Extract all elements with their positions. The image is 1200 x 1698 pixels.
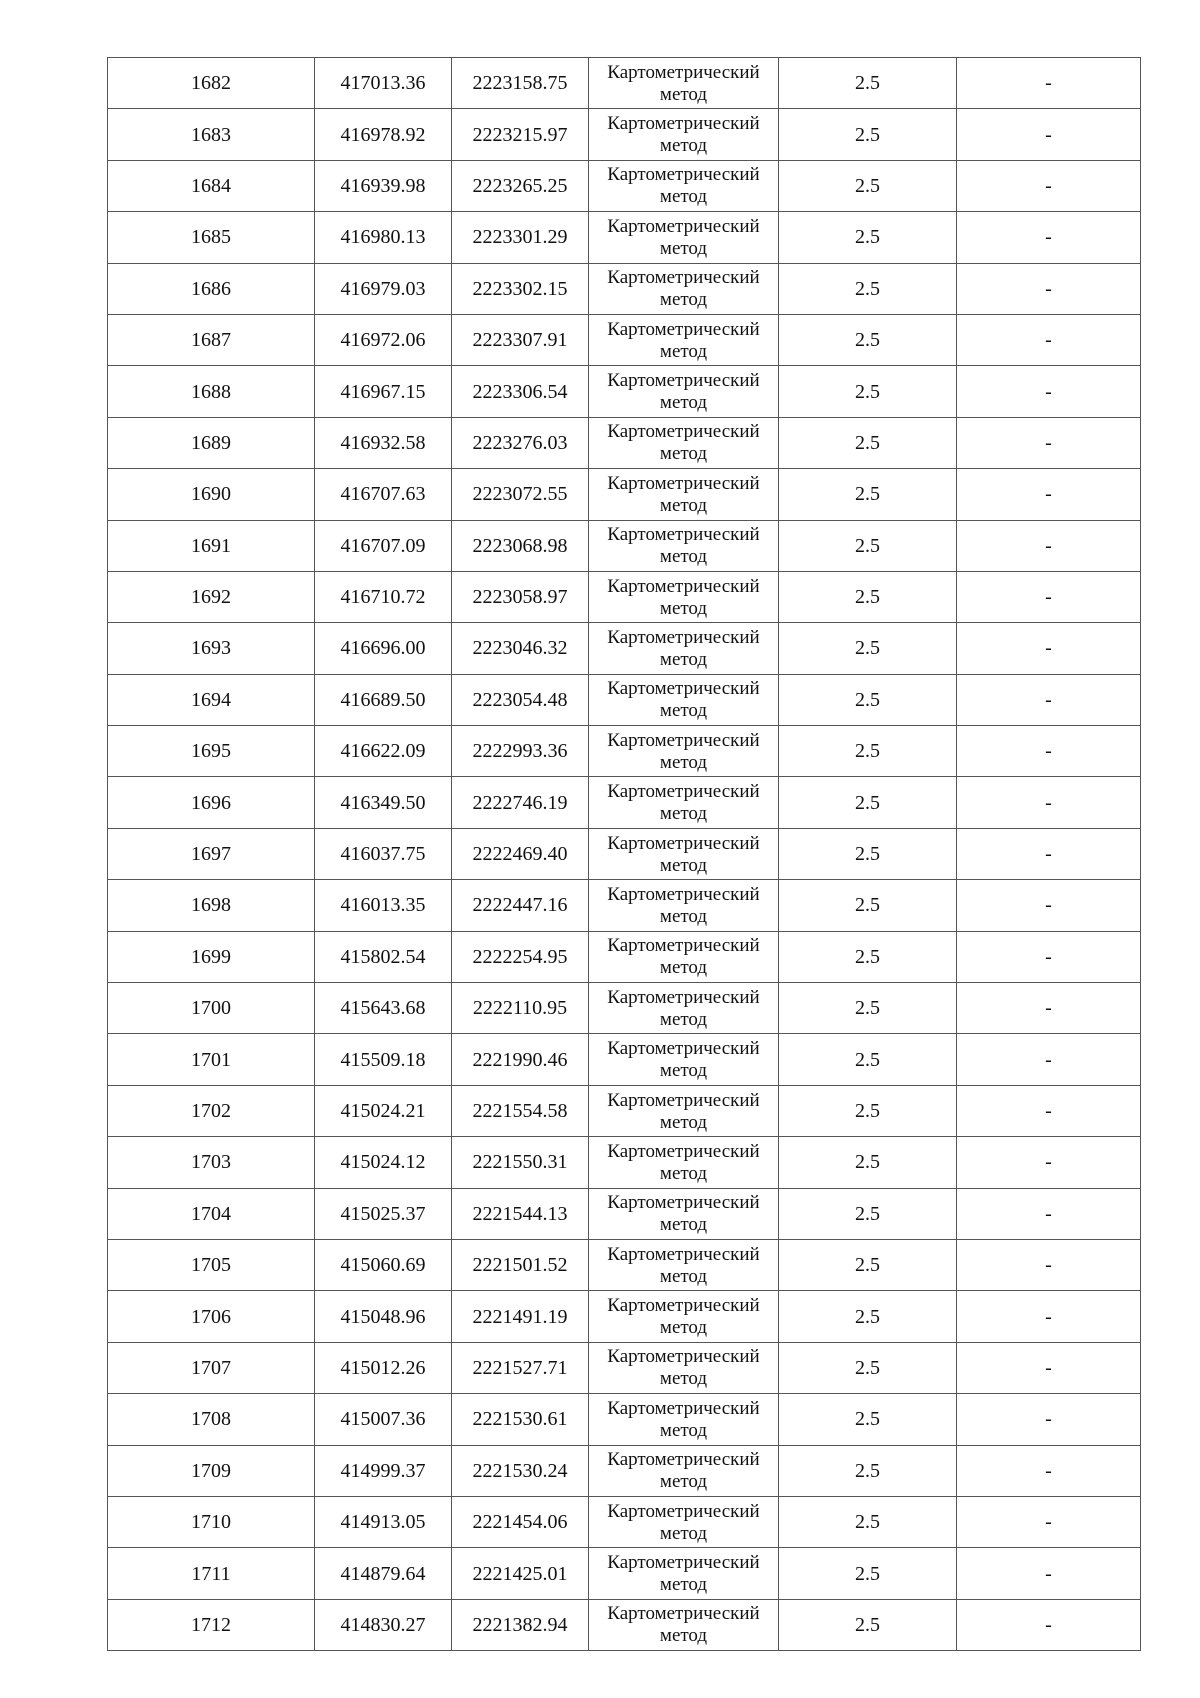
method-cell: [589, 1496, 779, 1547]
method-text-line1: Картометрический: [607, 781, 760, 803]
note-cell: -: [957, 674, 1141, 725]
y-coordinate-cell: 2222993.36: [452, 726, 589, 777]
x-coordinate-cell: 416689.50: [315, 674, 452, 725]
method-text-line2: метод: [659, 700, 708, 722]
x-coordinate-cell: 415509.18: [315, 1034, 452, 1085]
method-text-line1: Картометрический: [607, 1089, 760, 1111]
note-cell: -: [957, 1342, 1141, 1393]
y-coordinate-cell: 2221454.06: [452, 1496, 589, 1547]
method-cell: [589, 880, 779, 931]
method-cell: [589, 160, 779, 211]
method-text-line2: метод: [659, 186, 708, 208]
method-cell: [589, 263, 779, 314]
method-cell: [589, 1548, 779, 1599]
method-cell: [589, 674, 779, 725]
x-coordinate-cell: 416980.13: [315, 212, 452, 263]
method-text-line1: Картометрический: [607, 575, 760, 597]
x-coordinate-cell: 416707.63: [315, 469, 452, 520]
table-row: [108, 983, 1141, 1034]
y-coordinate-cell: 2221491.19: [452, 1291, 589, 1342]
method-text-line1: Картометрический: [607, 164, 760, 186]
note-cell: -: [957, 1394, 1141, 1445]
method-cell: [589, 1342, 779, 1393]
method-text-line1: Картометрический: [607, 1500, 760, 1522]
y-coordinate-cell: 2221425.01: [452, 1548, 589, 1599]
y-coordinate-cell: 2221527.71: [452, 1342, 589, 1393]
accuracy-cell: 2.5: [779, 1445, 957, 1496]
point-number-cell: 1708: [108, 1394, 315, 1445]
x-coordinate-cell: 416696.00: [315, 623, 452, 674]
method-cell: [589, 828, 779, 879]
accuracy-cell: 2.5: [779, 160, 957, 211]
method-cell: [589, 571, 779, 622]
accuracy-cell: 2.5: [779, 263, 957, 314]
table-row: [108, 1342, 1141, 1393]
accuracy-cell: 2.5: [779, 366, 957, 417]
method-text-line2: метод: [659, 648, 708, 670]
table-row: [108, 263, 1141, 314]
method-cell: [589, 1085, 779, 1136]
table-row: [108, 1085, 1141, 1136]
table-row: [108, 1394, 1141, 1445]
note-cell: -: [957, 983, 1141, 1034]
point-number-cell: 1710: [108, 1496, 315, 1547]
method-cell: [589, 212, 779, 263]
accuracy-cell: 2.5: [779, 520, 957, 571]
method-cell: [589, 983, 779, 1034]
accuracy-cell: 2.5: [779, 983, 957, 1034]
x-coordinate-cell: 414999.37: [315, 1445, 452, 1496]
note-cell: -: [957, 1291, 1141, 1342]
note-cell: -: [957, 777, 1141, 828]
method-cell: [589, 469, 779, 520]
accuracy-cell: 2.5: [779, 417, 957, 468]
point-number-cell: 1711: [108, 1548, 315, 1599]
point-number-cell: 1699: [108, 931, 315, 982]
method-cell: [589, 314, 779, 365]
y-coordinate-cell: 2223276.03: [452, 417, 589, 468]
y-coordinate-cell: 2221554.58: [452, 1085, 589, 1136]
method-text-line2: метод: [659, 854, 708, 876]
accuracy-cell: 2.5: [779, 58, 957, 109]
accuracy-cell: 2.5: [779, 1034, 957, 1085]
method-text-line1: Картометрический: [607, 113, 760, 135]
method-cell: [589, 1445, 779, 1496]
method-text-line1: Картометрический: [607, 318, 760, 340]
table-row: [108, 931, 1141, 982]
note-cell: -: [957, 1034, 1141, 1085]
note-cell: -: [957, 160, 1141, 211]
method-text-line1: Картометрический: [607, 472, 760, 494]
method-cell: [589, 931, 779, 982]
x-coordinate-cell: 415025.37: [315, 1188, 452, 1239]
point-number-cell: 1706: [108, 1291, 315, 1342]
method-cell: [589, 1394, 779, 1445]
x-coordinate-cell: 415802.54: [315, 931, 452, 982]
method-text-line1: Картометрический: [607, 678, 760, 700]
point-number-cell: 1693: [108, 623, 315, 674]
y-coordinate-cell: 2222447.16: [452, 880, 589, 931]
accuracy-cell: 2.5: [779, 1599, 957, 1650]
method-cell: [589, 58, 779, 109]
x-coordinate-cell: 415048.96: [315, 1291, 452, 1342]
method-cell: [589, 109, 779, 160]
table-row: [108, 1188, 1141, 1239]
method-text-line2: метод: [659, 443, 708, 465]
note-cell: -: [957, 263, 1141, 314]
x-coordinate-cell: 414913.05: [315, 1496, 452, 1547]
point-number-cell: 1684: [108, 160, 315, 211]
accuracy-cell: 2.5: [779, 1548, 957, 1599]
note-cell: -: [957, 880, 1141, 931]
x-coordinate-cell: 416978.92: [315, 109, 452, 160]
point-number-cell: 1691: [108, 520, 315, 571]
table-row: [108, 1239, 1141, 1290]
method-text-line1: Картометрический: [607, 524, 760, 546]
method-text-line2: метод: [659, 1060, 708, 1082]
point-number-cell: 1697: [108, 828, 315, 879]
method-cell: [589, 520, 779, 571]
method-text-line1: Картометрический: [607, 1603, 760, 1625]
x-coordinate-cell: 415060.69: [315, 1239, 452, 1290]
point-number-cell: 1695: [108, 726, 315, 777]
accuracy-cell: 2.5: [779, 623, 957, 674]
accuracy-cell: 2.5: [779, 777, 957, 828]
point-number-cell: 1712: [108, 1599, 315, 1650]
coordinates-table: [107, 57, 1141, 1651]
x-coordinate-cell: 415012.26: [315, 1342, 452, 1393]
method-text-line1: Картометрический: [607, 1397, 760, 1419]
point-number-cell: 1704: [108, 1188, 315, 1239]
point-number-cell: 1688: [108, 366, 315, 417]
note-cell: -: [957, 212, 1141, 263]
note-cell: -: [957, 1548, 1141, 1599]
point-number-cell: 1702: [108, 1085, 315, 1136]
x-coordinate-cell: 415024.12: [315, 1137, 452, 1188]
table-row: [108, 1445, 1141, 1496]
table-row: [108, 109, 1141, 160]
y-coordinate-cell: 2222110.95: [452, 983, 589, 1034]
method-text-line1: Картометрический: [607, 883, 760, 905]
x-coordinate-cell: 416932.58: [315, 417, 452, 468]
table-row: [108, 366, 1141, 417]
accuracy-cell: 2.5: [779, 674, 957, 725]
x-coordinate-cell: 416349.50: [315, 777, 452, 828]
method-text-line2: метод: [659, 597, 708, 619]
method-text-line2: метод: [659, 957, 708, 979]
method-text-line2: метод: [659, 237, 708, 259]
accuracy-cell: 2.5: [779, 314, 957, 365]
method-text-line1: Картометрический: [607, 986, 760, 1008]
note-cell: -: [957, 1496, 1141, 1547]
accuracy-cell: 2.5: [779, 1239, 957, 1290]
accuracy-cell: 2.5: [779, 931, 957, 982]
accuracy-cell: 2.5: [779, 1085, 957, 1136]
note-cell: -: [957, 1137, 1141, 1188]
note-cell: -: [957, 469, 1141, 520]
accuracy-cell: 2.5: [779, 469, 957, 520]
method-text-line2: метод: [659, 1625, 708, 1647]
x-coordinate-cell: 416013.35: [315, 880, 452, 931]
note-cell: -: [957, 571, 1141, 622]
method-cell: [589, 1239, 779, 1290]
x-coordinate-cell: 416710.72: [315, 571, 452, 622]
method-text-line1: Картометрический: [607, 61, 760, 83]
accuracy-cell: 2.5: [779, 1291, 957, 1342]
note-cell: -: [957, 1445, 1141, 1496]
accuracy-cell: 2.5: [779, 1137, 957, 1188]
table-row: [108, 160, 1141, 211]
accuracy-cell: 2.5: [779, 880, 957, 931]
method-text-line1: Картометрический: [607, 729, 760, 751]
x-coordinate-cell: 415024.21: [315, 1085, 452, 1136]
table-row: [108, 1291, 1141, 1342]
y-coordinate-cell: 2222254.95: [452, 931, 589, 982]
table-row: [108, 1599, 1141, 1650]
method-text-line1: Картометрический: [607, 1192, 760, 1214]
method-text-line2: метод: [659, 289, 708, 311]
table-row: [108, 314, 1141, 365]
point-number-cell: 1685: [108, 212, 315, 263]
note-cell: -: [957, 1085, 1141, 1136]
point-number-cell: 1686: [108, 263, 315, 314]
method-text-line2: метод: [659, 392, 708, 414]
method-text-line2: метод: [659, 546, 708, 568]
point-number-cell: 1682: [108, 58, 315, 109]
method-cell: [589, 1291, 779, 1342]
table-row: [108, 520, 1141, 571]
y-coordinate-cell: 2223307.91: [452, 314, 589, 365]
note-cell: -: [957, 58, 1141, 109]
point-number-cell: 1692: [108, 571, 315, 622]
y-coordinate-cell: 2221530.24: [452, 1445, 589, 1496]
method-text-line2: метод: [659, 1265, 708, 1287]
x-coordinate-cell: 414830.27: [315, 1599, 452, 1650]
x-coordinate-cell: 416967.15: [315, 366, 452, 417]
method-text-line1: Картометрический: [607, 935, 760, 957]
accuracy-cell: 2.5: [779, 1342, 957, 1393]
note-cell: -: [957, 366, 1141, 417]
table-row: [108, 1548, 1141, 1599]
y-coordinate-cell: 2223302.15: [452, 263, 589, 314]
method-text-line1: Картометрический: [607, 626, 760, 648]
y-coordinate-cell: 2221382.94: [452, 1599, 589, 1650]
method-text-line2: метод: [659, 1419, 708, 1441]
method-cell: [589, 623, 779, 674]
note-cell: -: [957, 314, 1141, 365]
x-coordinate-cell: 416972.06: [315, 314, 452, 365]
coordinates-table-body: [108, 58, 1141, 1651]
accuracy-cell: 2.5: [779, 212, 957, 263]
accuracy-cell: 2.5: [779, 726, 957, 777]
y-coordinate-cell: 2222746.19: [452, 777, 589, 828]
method-text-line2: метод: [659, 1162, 708, 1184]
method-text-line1: Картометрический: [607, 1140, 760, 1162]
table-row: [108, 58, 1141, 109]
y-coordinate-cell: 2223058.97: [452, 571, 589, 622]
method-text-line2: метод: [659, 751, 708, 773]
table-row: [108, 1034, 1141, 1085]
x-coordinate-cell: 416037.75: [315, 828, 452, 879]
point-number-cell: 1687: [108, 314, 315, 365]
table-row: [108, 212, 1141, 263]
table-row: [108, 469, 1141, 520]
y-coordinate-cell: 2221544.13: [452, 1188, 589, 1239]
y-coordinate-cell: 2223265.25: [452, 160, 589, 211]
y-coordinate-cell: 2221501.52: [452, 1239, 589, 1290]
table-row: [108, 726, 1141, 777]
y-coordinate-cell: 2222469.40: [452, 828, 589, 879]
x-coordinate-cell: 415007.36: [315, 1394, 452, 1445]
method-cell: [589, 1188, 779, 1239]
note-cell: -: [957, 623, 1141, 674]
method-text-line2: метод: [659, 905, 708, 927]
method-text-line1: Картометрический: [607, 1449, 760, 1471]
method-text-line2: метод: [659, 1317, 708, 1339]
note-cell: -: [957, 726, 1141, 777]
point-number-cell: 1683: [108, 109, 315, 160]
y-coordinate-cell: 2223054.48: [452, 674, 589, 725]
method-text-line2: метод: [659, 1368, 708, 1390]
accuracy-cell: 2.5: [779, 1394, 957, 1445]
method-text-line1: Картометрический: [607, 1243, 760, 1265]
x-coordinate-cell: 414879.64: [315, 1548, 452, 1599]
y-coordinate-cell: 2223306.54: [452, 366, 589, 417]
accuracy-cell: 2.5: [779, 1496, 957, 1547]
note-cell: -: [957, 520, 1141, 571]
method-text-line2: метод: [659, 1471, 708, 1493]
table-row: [108, 1496, 1141, 1547]
method-cell: [589, 1137, 779, 1188]
table-row: [108, 417, 1141, 468]
method-text-line1: Картометрический: [607, 421, 760, 443]
table-row: [108, 623, 1141, 674]
method-cell: [589, 366, 779, 417]
method-cell: [589, 1034, 779, 1085]
point-number-cell: 1690: [108, 469, 315, 520]
y-coordinate-cell: 2223215.97: [452, 109, 589, 160]
accuracy-cell: 2.5: [779, 828, 957, 879]
point-number-cell: 1705: [108, 1239, 315, 1290]
table-row: [108, 880, 1141, 931]
table-row: [108, 1137, 1141, 1188]
method-text-line2: метод: [659, 83, 708, 105]
y-coordinate-cell: 2223158.75: [452, 58, 589, 109]
point-number-cell: 1701: [108, 1034, 315, 1085]
note-cell: -: [957, 1188, 1141, 1239]
method-cell: [589, 726, 779, 777]
table-row: [108, 571, 1141, 622]
x-coordinate-cell: 416939.98: [315, 160, 452, 211]
y-coordinate-cell: 2221550.31: [452, 1137, 589, 1188]
point-number-cell: 1707: [108, 1342, 315, 1393]
method-text-line2: метод: [659, 135, 708, 157]
method-text-line1: Картометрический: [607, 1295, 760, 1317]
table-row: [108, 828, 1141, 879]
y-coordinate-cell: 2223046.32: [452, 623, 589, 674]
method-cell: [589, 1599, 779, 1650]
point-number-cell: 1694: [108, 674, 315, 725]
method-text-line1: Картометрический: [607, 1038, 760, 1060]
table-row: [108, 777, 1141, 828]
x-coordinate-cell: 416707.09: [315, 520, 452, 571]
method-text-line2: метод: [659, 1522, 708, 1544]
note-cell: -: [957, 828, 1141, 879]
note-cell: -: [957, 109, 1141, 160]
accuracy-cell: 2.5: [779, 571, 957, 622]
method-text-line1: Картометрический: [607, 267, 760, 289]
method-text-line1: Картометрический: [607, 832, 760, 854]
method-cell: [589, 417, 779, 468]
y-coordinate-cell: 2223072.55: [452, 469, 589, 520]
method-cell: [589, 777, 779, 828]
method-text-line1: Картометрический: [607, 1552, 760, 1574]
accuracy-cell: 2.5: [779, 109, 957, 160]
method-text-line1: Картометрический: [607, 1346, 760, 1368]
point-number-cell: 1700: [108, 983, 315, 1034]
method-text-line2: метод: [659, 1008, 708, 1030]
y-coordinate-cell: 2223301.29: [452, 212, 589, 263]
x-coordinate-cell: 416979.03: [315, 263, 452, 314]
point-number-cell: 1689: [108, 417, 315, 468]
method-text-line2: метод: [659, 1111, 708, 1133]
point-number-cell: 1698: [108, 880, 315, 931]
method-text-line2: метод: [659, 1214, 708, 1236]
note-cell: -: [957, 1239, 1141, 1290]
note-cell: -: [957, 1599, 1141, 1650]
y-coordinate-cell: 2223068.98: [452, 520, 589, 571]
point-number-cell: 1696: [108, 777, 315, 828]
method-text-line1: Картометрический: [607, 215, 760, 237]
y-coordinate-cell: 2221530.61: [452, 1394, 589, 1445]
y-coordinate-cell: 2221990.46: [452, 1034, 589, 1085]
x-coordinate-cell: 417013.36: [315, 58, 452, 109]
method-text-line2: метод: [659, 494, 708, 516]
table-row: [108, 674, 1141, 725]
method-text-line1: Картометрический: [607, 370, 760, 392]
x-coordinate-cell: 415643.68: [315, 983, 452, 1034]
accuracy-cell: 2.5: [779, 1188, 957, 1239]
note-cell: -: [957, 931, 1141, 982]
method-text-line2: метод: [659, 1574, 708, 1596]
x-coordinate-cell: 416622.09: [315, 726, 452, 777]
method-text-line2: метод: [659, 803, 708, 825]
point-number-cell: 1709: [108, 1445, 315, 1496]
point-number-cell: 1703: [108, 1137, 315, 1188]
note-cell: -: [957, 417, 1141, 468]
method-text-line2: метод: [659, 340, 708, 362]
